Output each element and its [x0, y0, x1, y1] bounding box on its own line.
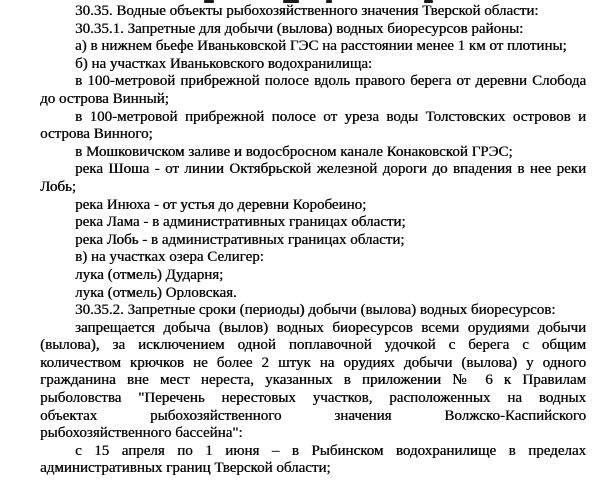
text-block — [40, 3, 586, 478]
text-line: река Лобь - в административных границах области; — [75, 231, 405, 248]
text-line: острова Винного; — [40, 126, 153, 143]
text-line: гражданина вне мест нереста, указанных в приложении № 6 к Правилам — [40, 372, 586, 389]
text-line: лука (отмель) Дударня; — [75, 266, 224, 283]
text-line: до острова Винный; — [40, 90, 169, 107]
text-line: а) в нижнем бьефе Иваньковской ГЭС на расстоянии менее 1 км от плотины; — [75, 38, 567, 55]
text-line: в 100-метровой прибрежной полосе вдоль правого берега от деревни Слобода — [75, 73, 586, 90]
text-line: река Лама - в административных границах области; — [75, 214, 406, 231]
text-line: Лобь; — [40, 178, 76, 195]
text-line: река Инюха - от устья до деревни Коробеино; — [75, 196, 367, 213]
text-line: 30.35.1. Запретные для добычи (вылова) водных биоресурсов районы: — [75, 20, 524, 37]
text-line: в 100-метровой прибрежной полосе от уреза воды Толстовских островов и — [75, 108, 586, 125]
text-line: в) на участках озера Селигер: — [75, 249, 264, 266]
text-line: объектах рыбохозяйственного значения Волжско-Каспийского — [40, 407, 586, 424]
text-line: рыболовства "Перечень нерестовых участков, расположенных на водных — [40, 390, 586, 407]
text-line: (вылова), за исключением одной поплавочной удочкой с берега с общим — [40, 337, 586, 354]
text-line: запрещается добыча (вылов) водных биоресурсов всеми орудиями добычи — [75, 319, 586, 336]
text-line: в Мошковичском заливе и водосбросном канале Конаковской ГРЭС; — [75, 143, 513, 160]
text-line: с 15 апреля по 1 июня – в Рыбинском водохранилище в пределах — [75, 442, 586, 459]
text-line: 30.35.2. Запретные сроки (периоды) добычи (вылова) водных биоресурсов: — [75, 302, 556, 319]
text-line: количеством крючков не более 2 штук на орудиях добычи (вылова) у одного — [40, 354, 586, 371]
text-line: река Шоша - от линии Октябрьской железной дороги до впадения в нее реки — [75, 161, 586, 178]
text-line: административных границ Тверской области; — [40, 460, 331, 477]
text-line: рыбохозяйственного бассейна": — [40, 425, 243, 442]
text-line: лука (отмель) Орловская. — [75, 284, 237, 301]
text-line: 30.35. Водные объекты рыбохозяйственного значения Тверской области: — [75, 3, 539, 19]
text-line: б) на участках Иваньковского водохранилища: — [75, 55, 373, 72]
